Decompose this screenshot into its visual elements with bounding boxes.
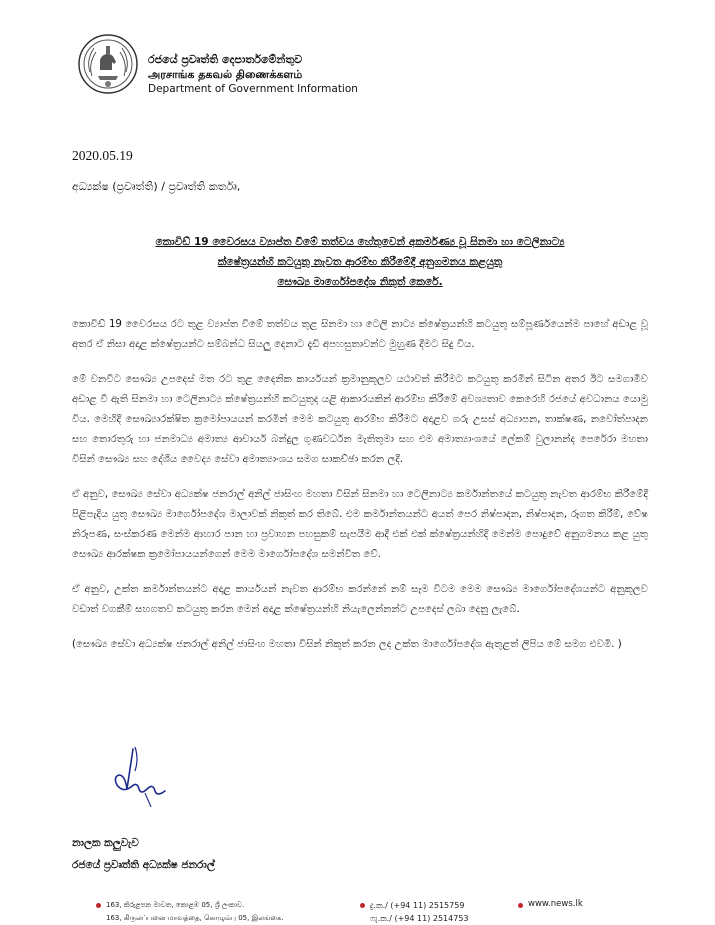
footer-phone	[370, 899, 469, 912]
department-name-sinhala: රජයේ ප්‍රවෘත්ති දෙපාර්තමේන්තුව	[148, 53, 303, 66]
fax-number: (+94 11) 2514753	[394, 914, 469, 923]
footer-bullet-icon	[360, 903, 365, 908]
letter-footer	[0, 895, 715, 925]
body-paragraph: ඒ අනුව, සෞඛ්‍ය සේවා අධ්‍යක්ෂ ජනරාල් අනිල් ජාසිංහ මහතා විසින් සිනමා හා ටෙලිනාට්‍ය කර්මාන්තයේ කටයුතු නැවත ආරම්භ කිරීමේදී පිළිපැදිය යුතු සෞඛ්‍ය මාර්ගෝපදේශ මාලාවක් නිකුත් කර තිබේ. එම කර්මාන්තයන්ට අයත් පෙර නිෂ්පාදන, නිෂ්පාදන, රූගත කිරීම්, වේෂ නිරූපණ, සංස්කරණ මෙන්ම ආහාර පාන හා ප්‍රවාහන පහසුකම් සැපයීම ආදී එක් එක් ක්ෂේත්‍රයන්හිදී මෙන්ම පොදුවේ අනුගමනය කළ යුතු සෞඛ්‍ය ආරක්ෂක ක්‍රමෝපායයන්ගෙන් මෙම මාර්ගෝපදේශ සමන්විත වේ.	[72, 489, 648, 560]
footer-bullet-icon	[518, 903, 523, 908]
footer-address-sinhala: 163, කිරුළපන මාවත, කොළඹ 05, ශ්‍රී ලංකාව.	[106, 901, 245, 909]
title-line: සෞඛ්‍ය මාර්ගෝපදේශ නිකුත් කෙරේ.	[277, 276, 443, 288]
letter-title	[72, 232, 648, 292]
body-paragraph: (සෞඛ්‍ය සේවා අධ්‍යක්ෂ ජනරාල් අනිල් ජාසිංහ මහතා විසින් නිකුත් කරන ලද උක්ත මාර්ගෝපදේශ ඇතුළත් ලිපිය මේ සමග එවමි. )	[72, 639, 622, 650]
footer-address	[106, 899, 284, 925]
title-line: කොවිඩ් 19 වෛරසය ව්‍යාප්ත වීමේ තත්වය හේතුවෙන් අකර්මණ්‍ය වූ සිනමා හා ටෙලිනාට්‍ය	[155, 236, 565, 248]
fax-label: ෆැ.ක./	[370, 914, 392, 923]
letter-date: 2020.05.19	[72, 148, 133, 163]
signatory-name: නාලක කලුවැව	[72, 837, 139, 849]
footer-website[interactable]: www.news.lk	[528, 899, 583, 909]
letter-body	[72, 315, 648, 670]
phone-number: (+94 11) 2515759	[390, 901, 465, 910]
signatory-block	[72, 832, 215, 876]
addressee: අධ්‍යක්ෂ (ප්‍රවෘත්ති) / ප්‍රවෘත්ති කර්තෘ,	[72, 180, 241, 193]
phone-label: දු.ක./	[370, 901, 388, 910]
department-name-tamil: அரசாங்க தகவல் திணைக்களம்	[148, 68, 303, 81]
footer-fax	[370, 912, 469, 925]
department-name-english: Department of Government Information	[148, 83, 358, 95]
sri-lanka-emblem-icon	[76, 32, 140, 96]
footer-contacts	[370, 899, 469, 925]
footer-bullet-icon	[96, 903, 101, 908]
title-line: ක්ෂේත්‍රයන්හි කටයුතු නැවත ආරම්භ කිරීමේදී අනුගමනය කළයුතු	[217, 256, 503, 268]
body-paragraph: ඒ අනුව, උක්ත කර්මාන්තයන්ට අදාළ කාර්යයන් නැවත ආරම්භ කරන්නේ නම් සෑම විටම මෙම සෞඛ්‍ය මාර්ගෝපදේශයන්ට අනුකූලව වඩාත් වගකීම් සහගතව කටයුතු කරන මෙන් අදාළ ක්ෂේත්‍රයන්හි නියැලෙන්නන්ට උපදෙස් ලබා දෙනු ලැබේ.	[72, 584, 648, 615]
body-paragraph: කොවිඩ් 19 වෛරසය රට තුළ ව්‍යාප්ත වීමේ තත්වය තුළ සිනමා හා ටෙලි නාට්‍ය ක්ෂේත්‍රයන්හි කටයුතු සම්පූර්ණයෙන්ම පාහේ අඩාළ වූ අතර ඒ නිසා අදාළ ක්ෂේත්‍රයන්ට සම්බන්ධ සියලු දෙනාට දැඩි අපහසුතාවන්ට මුහුණ දීමට සිදු විය.	[72, 319, 648, 350]
handwritten-signature	[105, 745, 185, 820]
footer-address-tamil: 163, கிருலப்பனை மாவத்தை, கொழும்பு 05, இலங்கை.	[106, 914, 284, 922]
signatory-position: රජයේ ප්‍රවෘත්ති අධ්‍යක්ෂ ජනරාල්	[72, 859, 215, 871]
department-names	[148, 52, 358, 97]
body-paragraph: මේ වනවිට සෞඛ්‍ය උපදෙස් මත රට තුළ දෛනික කාර්යයන් ක්‍රමානුකූලව යථාවත් කිරීමට කටයුතු කරමින් සිටින අතර ඊට සමගාමීව අඩාළ වී ඇති සිනමා හා ටෙලිනාට්‍ය ක්ෂේත්‍රයන්හි කටයුතුද යළි ආකාරයකින් ආරම්භ කිරීමේ අවශ්‍යතාව කෙරෙහි රජයේ අවධානය යොමු විය. මෙහිදී සෞඛ්‍යාරක්ෂිත ක්‍රමෝපායයන් කරමින් මෙම කටයුතු ආරම්භ කිරීමට අදාළව ගරු උසස් අධ්‍යාපන, තාක්ෂණ, නවෝත්පාදන සහ තොරතුරු හා ජනමාධ්‍ය අමාත්‍ය ආචාර්ය බන්දුල ගුණවර්ධන මැතිතුමා සහ එම අමාත්‍යාංශයේ ලේකම් වුලානන්ද පෙරේරා මහතා විසින් සෞඛ්‍ය සහ දේශීය වෛද්‍ය සේවා අමාත්‍යාංශය සමග සාකච්ඡා කරන ලදී.	[72, 374, 648, 465]
